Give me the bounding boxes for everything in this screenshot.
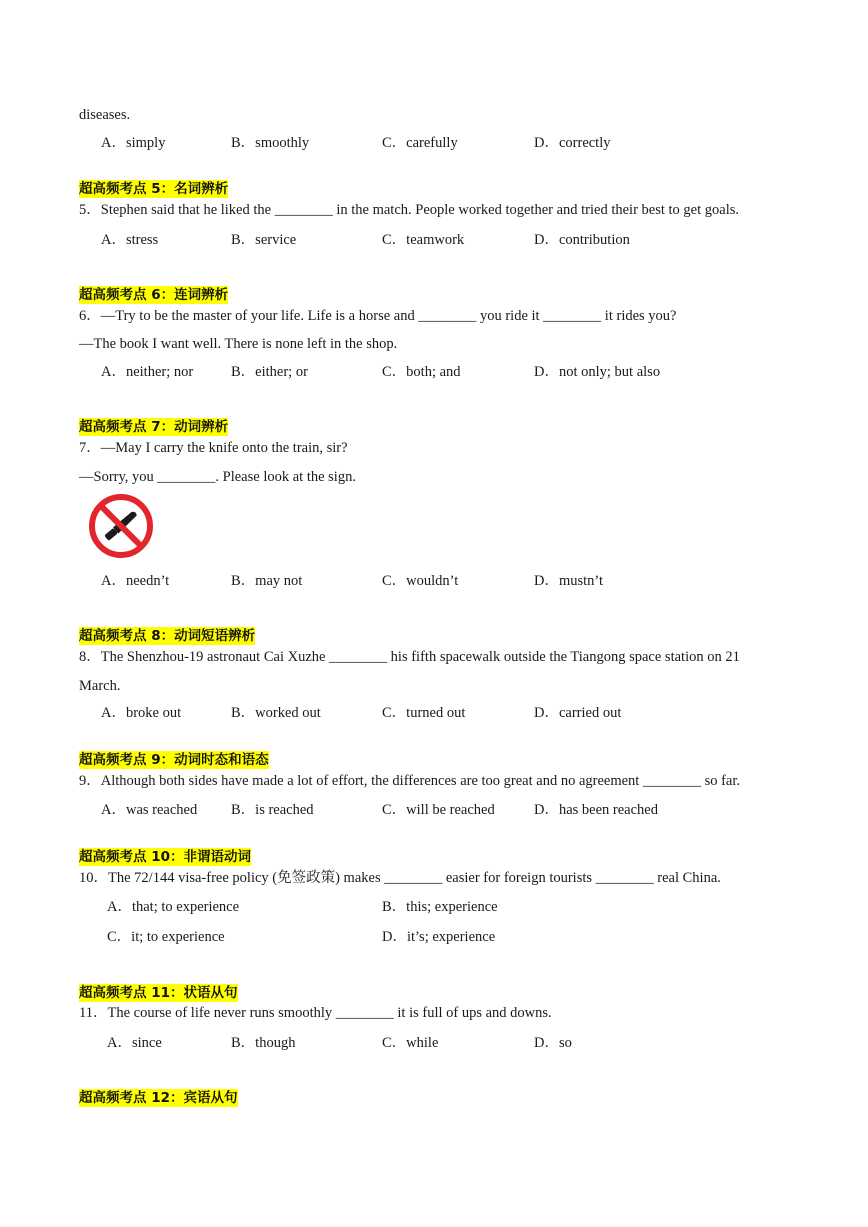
no-knife-sign-icon bbox=[88, 493, 154, 559]
q5-option-a: A．stress bbox=[101, 232, 159, 248]
section-header-7: 超高频考点 7：动词辨析 bbox=[79, 419, 229, 435]
q10-option-d: D．it’s; experience bbox=[382, 929, 496, 945]
section-header-10: 超高频考点 10：非谓语动词 bbox=[79, 849, 251, 865]
q10-option-b: B．this; experience bbox=[382, 899, 498, 915]
q8-option-a: A．broke out bbox=[101, 705, 182, 721]
q7-option-c: C．wouldn’t bbox=[382, 573, 459, 589]
question-7: 7．—May I carry the knife onto the train, sir? bbox=[79, 440, 348, 456]
q4-option-a: A．simply bbox=[101, 135, 166, 151]
section-header-6: 超高频考点 6：连词辨析 bbox=[79, 287, 229, 303]
q11-option-a: A．since bbox=[107, 1035, 162, 1051]
section-header-8: 超高频考点 8：动词短语辨析 bbox=[79, 628, 256, 644]
q9-option-a: A．was reached bbox=[101, 802, 198, 818]
question-6: 6．—Try to be the master of your life. Life is a horse and ________ you ride it ________ it rides you? bbox=[79, 308, 677, 324]
q6-option-c: C．both; and bbox=[382, 364, 461, 380]
q4-option-d: D．correctly bbox=[534, 135, 611, 151]
question-6-line-2: —The book I want well. There is none left in the shop. bbox=[79, 336, 398, 352]
question-5: 5．Stephen said that he liked the ________ in the match. People worked together and tried their best to get goals. bbox=[79, 202, 739, 218]
q4-option-b: B．smoothly bbox=[231, 135, 310, 151]
q9-option-b: B．is reached bbox=[231, 802, 314, 818]
q8-option-c: C．turned out bbox=[382, 705, 466, 721]
question-8-line-2: March. bbox=[79, 678, 121, 694]
question-10: 10．The 72/144 visa-free policy (免签政策) makes ________ easier for foreign tourists ________ real China. bbox=[79, 870, 721, 886]
q11-option-d: D．so bbox=[534, 1035, 572, 1051]
q6-option-d: D．not only; but also bbox=[534, 364, 661, 380]
question-8: 8．The Shenzhou-19 astronaut Cai Xuzhe ________ his fifth spacewalk outside the Tiangong space station on 21 bbox=[79, 649, 740, 665]
q11-option-b: B．though bbox=[231, 1035, 296, 1051]
question-9: 9．Although both sides have made a lot of effort, the differences are too great and no agreement ________ so far. bbox=[79, 773, 741, 789]
q8-option-b: B．worked out bbox=[231, 705, 321, 721]
q5-option-d: D．contribution bbox=[534, 232, 630, 248]
q5-option-b: B．service bbox=[231, 232, 297, 248]
q6-option-b: B．either; or bbox=[231, 364, 308, 380]
q9-option-d: D．has been reached bbox=[534, 802, 658, 818]
q5-option-c: C．teamwork bbox=[382, 232, 465, 248]
q4-option-c: C．carefully bbox=[382, 135, 458, 151]
q7-option-d: D．mustn’t bbox=[534, 573, 604, 589]
q7-option-b: B．may not bbox=[231, 573, 303, 589]
q9-option-c: C．will be reached bbox=[382, 802, 495, 818]
q10-option-c: C．it; to experience bbox=[107, 929, 225, 945]
q10-option-a: A．that; to experience bbox=[107, 899, 240, 915]
section-header-11: 超高频考点 11：状语从句 bbox=[79, 985, 238, 1001]
q11-option-c: C．while bbox=[382, 1035, 439, 1051]
section-header-9: 超高频考点 9：动词时态和语态 bbox=[79, 752, 269, 768]
section-header-5: 超高频考点 5：名词辨析 bbox=[79, 181, 229, 197]
q8-option-d: D．carried out bbox=[534, 705, 622, 721]
q6-option-a: A．neither; nor bbox=[101, 364, 194, 380]
q4-tail: diseases. bbox=[79, 107, 131, 123]
q7-option-a: A．needn’t bbox=[101, 573, 170, 589]
section-header-12: 超高频考点 12：宾语从句 bbox=[79, 1090, 238, 1106]
question-11: 11．The course of life never runs smoothly ________ it is full of ups and downs. bbox=[79, 1005, 552, 1021]
question-7-line-2: —Sorry, you ________. Please look at the sign. bbox=[79, 469, 356, 485]
